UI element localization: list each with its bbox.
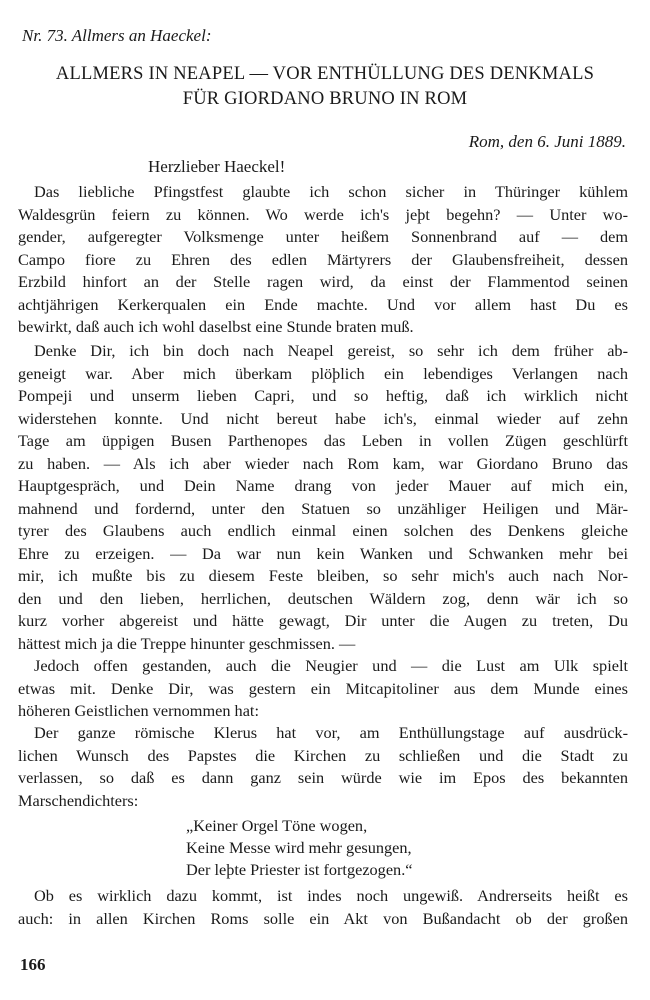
text-line: tyrer des Glaubens auch endlich einmal einen solchen des Denkens gleiche	[18, 521, 628, 540]
text-line: Pompeji und unserm lieben Capri, und so heftig, daß ich wirklich nicht	[18, 386, 628, 405]
title-line-2: FÜR GIORDANO BRUNO IN ROM	[182, 89, 468, 109]
text-line: Hauptgespräch, und Dein Name drang von jeder Mauer auf mich ein,	[18, 476, 628, 495]
text-line: Erzbild hinfort an der Stelle ragen wird, da einst der Flammentod seinen	[18, 272, 628, 291]
text-line: gender, aufgeregter Volksmenge unter heißem Sonnenbrand auf — dem	[18, 227, 628, 246]
text-line: Das liebliche Pfingstfest glaubte ich schon sicher in Thüringer kühlem	[34, 182, 628, 201]
poem-line: Keine Messe wird mehr gesungen,	[186, 838, 412, 857]
text-line: höheren Geistlichen vernommen hat:	[18, 701, 259, 720]
salutation: Herzlieber Haeckel!	[148, 157, 286, 176]
poem-line: „Keiner Orgel Töne wogen,	[186, 816, 368, 835]
poem-quote	[186, 815, 413, 881]
text-line: geneigt war. Aber mich überkam plöþlich ein lebendiges Verlangen nach	[18, 363, 628, 383]
text-line: bewirkt, daß auch ich wohl daselbst eine Stunde braten muß.	[18, 317, 414, 336]
text-line: kurz vorher abgereist und hätte gewagt, Dir unter die Augen zu treten, Du	[18, 611, 628, 630]
page-number: 166	[20, 955, 46, 974]
letter-header: Nr. 73. Allmers an Haeckel:	[22, 26, 212, 45]
text-line: achtjährigen Kerkerqualen ein Ende machte. Und vor allem hast Du es	[18, 294, 628, 314]
paragraph-5	[18, 885, 628, 930]
text-line: Waldesgrün feiern zu können. Wo werde ich's jeþt begehn? — Unter wo-	[18, 204, 628, 224]
text-line: lichen Wunsch des Papstes die Kirchen zu schließen und die Stadt zu	[18, 745, 628, 765]
text-line: widerstehen konnte. Und nicht bereut habe ich's, einmal wieder auf zehn	[18, 408, 628, 428]
text-line: auch: in allen Kirchen Roms solle ein Akt von Bußandacht ob der großen	[18, 908, 628, 928]
paragraph-1	[18, 181, 628, 339]
letter-title	[18, 62, 632, 112]
text-line: mahnend und fordernd, unter den Statuen so unzähliger Heiligen und Mär-	[18, 498, 628, 518]
text-line: Denke Dir, ich bin doch nach Neapel gereist, so sehr ich dem früher ab-	[34, 341, 628, 360]
text-line: Tage am üppigen Busen Parthenopes das Leben in vollen Zügen geschlürft	[18, 431, 628, 450]
text-line: Jedoch offen gestanden, auch die Neugier und — die Lust am Ulk spielt	[34, 656, 628, 675]
text-line: Campo fiore zu Ehren des edlen Märtyrers der Glaubensfreiheit, dessen	[18, 249, 628, 269]
text-line: den und den lieben, herrlichen, deutschen Wäldern zog, denn wär ich so	[18, 588, 628, 608]
text-line: Ehre zu erzeigen. — Da war nun kein Wanken und Schwanken mehr bei	[18, 543, 628, 563]
title-line-1: ALLMERS IN NEAPEL — VOR ENTHÜLLUNG DES DENKMALS	[55, 64, 595, 84]
text-line: Marschendichters:	[18, 790, 139, 810]
paragraph-3	[18, 655, 628, 723]
text-line: etwas mit. Denke Dir, was gestern ein Mitcapitoliner aus dem Munde eines	[18, 678, 628, 698]
text-line: Der ganze römische Klerus hat vor, am Enthüllungstage auf ausdrück-	[34, 723, 628, 742]
text-line: zu haben. — Als ich aber wieder nach Rom kam, war Giordano Bruno das	[18, 453, 628, 473]
text-line: Ob es wirklich dazu kommt, ist indes noch ungewiß. Andrerseits heißt es	[34, 886, 628, 905]
text-line: hättest mich ja die Treppe hinunter geschmissen. —	[18, 633, 356, 653]
poem-line: Der leþte Priester ist fortgezogen.“	[186, 860, 413, 879]
dateline: Rom, den 6. Juni 1889.	[468, 132, 626, 151]
text-line: verlassen, so daß es dann ganz sein würde wie im Epos des bekannten	[18, 768, 628, 787]
text-line: mir, ich mußte bis zu diesem Feste bleiben, so sehr mich's auch nach Nor-	[18, 566, 628, 585]
paragraph-4	[18, 722, 628, 812]
paragraph-2	[18, 340, 628, 655]
